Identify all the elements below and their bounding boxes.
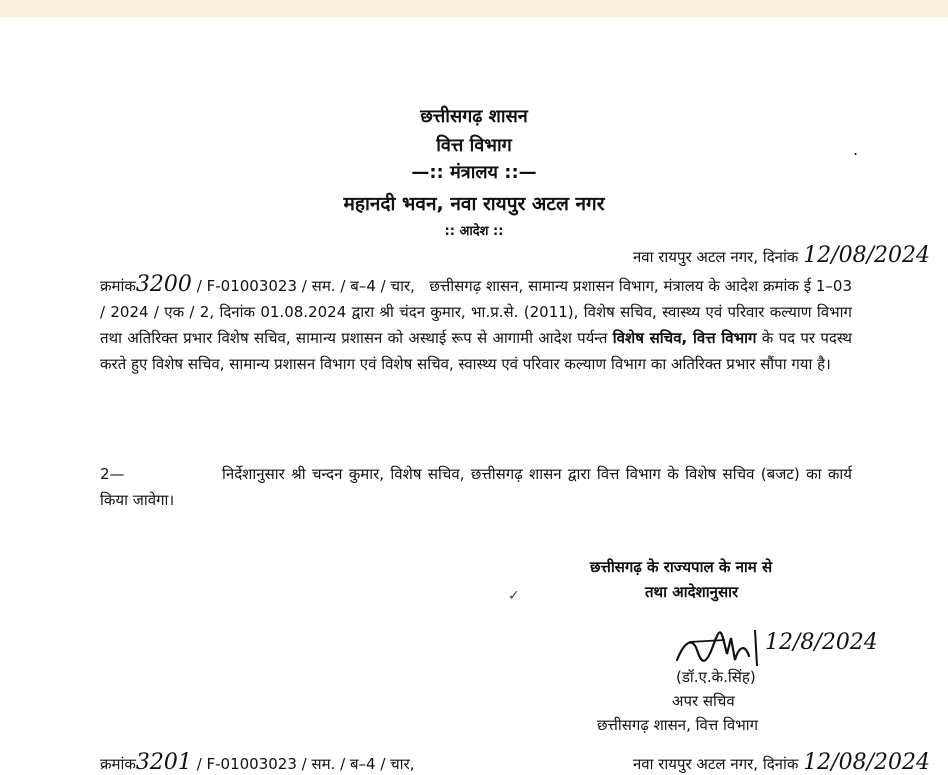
order-authority-line: तथा आदेशानुसार [645,583,739,601]
signatory-department: छत्तीसगढ़ शासन, वित्त विभाग [597,716,759,734]
stray-mark: . [853,140,859,159]
footer-handwritten-number: 3201 [135,750,192,775]
header-government: छत्तीसगढ़ शासन [420,106,528,127]
header-order-title: :: आदेश :: [444,224,504,239]
order-text-b: के पद पर पदस्थ करते हुए विशेष सचिव, सामान्य प्रशासन विभाग एवं विशेष सचिव, स्वास्थ्य एवं परिवार कल्याण विभाग का अतिरिक्त प्रभार सौंपा गया है। [100,329,852,373]
order-text-a: छत्तीसगढ़ शासन, सामान्य प्रशासन विभाग, मंत्रालय के आदेश क्रमांक ई 1–03 / 2024 / एक / 2, दिनांक 01.08.2024 द्वारा श्री चंदन कुमार, भा.प्र.से. (2011), विशेष सचिव, स्वास्थ्य एवं परिवार कल्याण विभाग तथा अतिरिक्त प्रभार विशेष सचिव, सामान्य प्रशासन को अस्थाई रूप से आगामी आदेश पर्यन्त [100,277,853,347]
order-dateline [633,243,930,268]
order-paragraph-2 [100,461,852,513]
handwritten-order-number: 3200 [135,272,192,297]
footer-order-number [100,750,414,775]
header-ministry: —:: मंत्रालय ::— [411,162,537,183]
footer-reference: / F-01003023 / सम. / ब–4 / चार, [196,755,415,773]
order-reference: / F-01003023 / सम. / ब–4 / चार, [196,277,415,295]
order-number-prefix: क्रमांक [100,277,136,295]
paragraph-number: 2— [100,465,125,483]
footer-handwritten-date: 12/08/2024 [803,750,930,775]
footer-prefix: क्रमांक [100,755,136,773]
signatory-name: (डॉ.ए.के.सिंह) [676,668,756,686]
tick-mark: ✓ [508,588,520,604]
header-address: महानदी भवन, नवा रायपुर अटल नगर [343,193,605,215]
order-text-bold: विशेष सचिव, वित्त विभाग [612,329,757,347]
footer-date-prefix: नवा रायपुर अटल नगर, दिनांक [632,755,799,773]
handwritten-date: 12/08/2024 [803,243,930,268]
footer-dateline [633,750,930,775]
header-department: वित्त विभाग [436,135,512,156]
order-paragraph-1 [100,272,852,377]
signature-handwritten-date: 12/8/2024 [765,630,878,655]
signatory-designation: अपर सचिव [672,692,735,710]
dateline-prefix: नवा रायपुर अटल नगर, दिनांक [632,248,799,266]
paragraph-2-text: निर्देशानुसार श्री चन्दन कुमार, विशेष सचिव, छत्तीसगढ़ शासन द्वारा वित्त विभाग के विशेष सचिव (बजट) का कार्य किया जावेगा। [100,465,852,509]
top-banner [0,0,948,17]
governor-authority-line: छत्तीसगढ़ के राज्यपाल के नाम से [590,558,773,576]
